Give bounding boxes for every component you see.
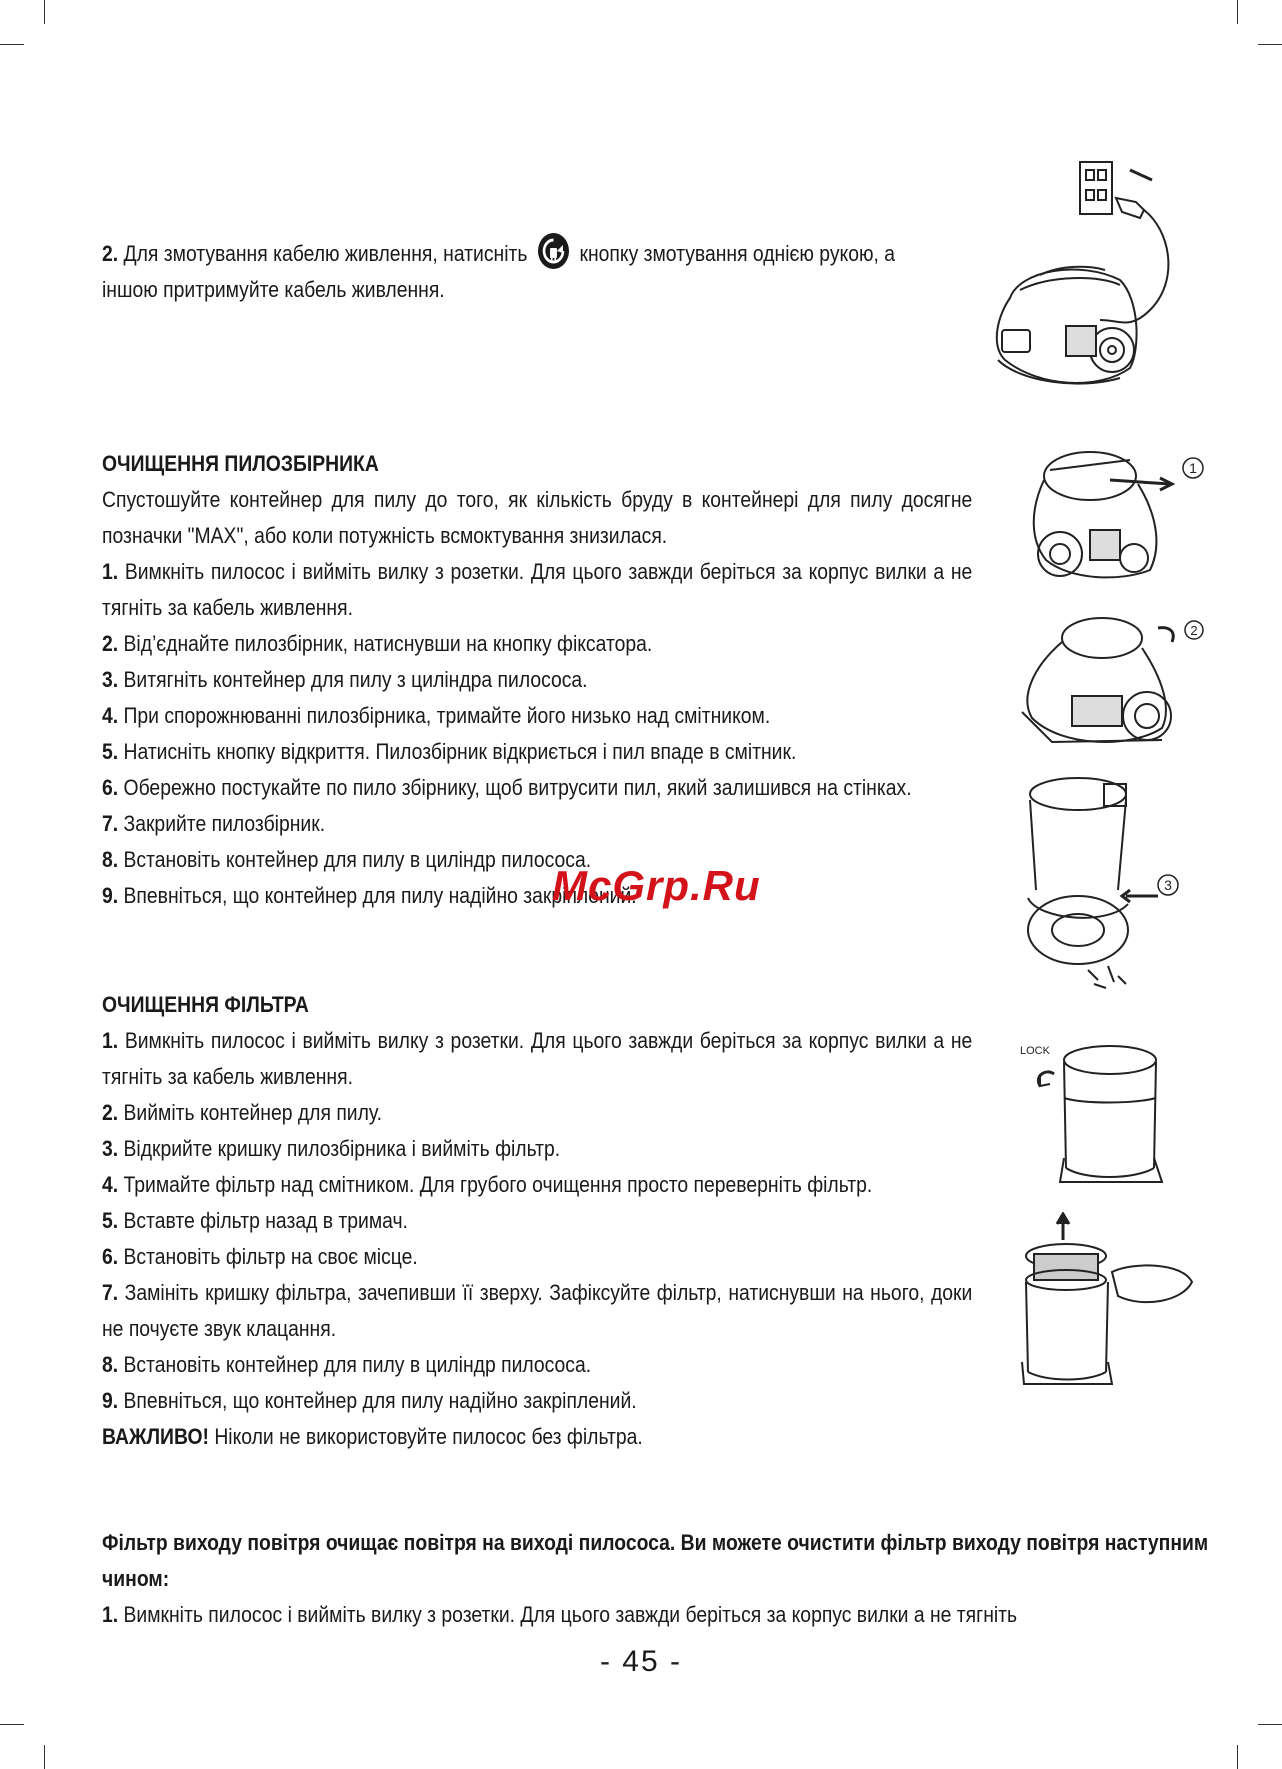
step-text: Закрийте пилозбірник.: [118, 811, 326, 836]
step-number: 7.: [102, 1280, 119, 1305]
list-item: [102, 1275, 972, 1347]
section-heading: ОЧИЩЕННЯ ФІЛЬТРА: [102, 992, 309, 1017]
crop-mark: [0, 44, 24, 45]
step-number: 9.: [102, 883, 119, 908]
figure-label-1: 1: [1189, 460, 1197, 476]
list-item: [102, 842, 972, 878]
vacuum-plug-figure: [980, 150, 1200, 410]
step-number: 1.: [102, 1602, 119, 1627]
figure-label-3: 3: [1164, 877, 1172, 893]
intro-paragraph: Спустошуйте контейнер для пилу до того, як кількість бруду в контейнері для пилу досягне позначки "MAX", або коли потужність всмоктування знизилася.: [102, 487, 973, 548]
section-heading: Фільтр виходу повітря очищає повітря на виході пилососа. Ви можете очистити фільтр виходу повітря наступним чином:: [102, 1530, 1209, 1591]
step-text: Для змотування кабелю живлення, натисніть: [118, 241, 528, 266]
list-item: [102, 662, 972, 698]
step-number: 8.: [102, 1352, 119, 1377]
cord-winding-paragraph: [102, 231, 902, 308]
step-text: кнопку змотування однією рукою, а іншою притримуйте кабель живлення.: [102, 241, 896, 302]
list-item: [102, 626, 972, 662]
crop-mark: [0, 1724, 24, 1725]
crop-mark: [44, 1745, 45, 1769]
step-number: 2.: [102, 631, 119, 656]
step-number: 5.: [102, 739, 119, 764]
figure-label-2: 2: [1190, 623, 1198, 638]
list-item: [102, 1597, 1263, 1633]
important-label: ВАЖЛИВО!: [102, 1424, 209, 1449]
crop-mark: [1258, 44, 1282, 45]
step-number: 1.: [102, 1028, 119, 1053]
list-item: [102, 1167, 972, 1203]
step-text: Встановіть контейнер для пилу в циліндр пилососа.: [118, 1352, 592, 1377]
step-text: Вимкніть пилосос і вийміть вилку з розетки. Для цього завжди беріться за корпус вилки а не тягніть за кабель живлення.: [102, 559, 973, 620]
step-number: 6.: [102, 775, 119, 800]
list-item: [102, 878, 972, 914]
list-item: [102, 1095, 972, 1131]
step-text: Вимкніть пилосос і вийміть вилку з розетки. Для цього завжди беріться за корпус вилки а не тягніть: [118, 1602, 1018, 1627]
step-number: 8.: [102, 847, 119, 872]
list-item: [102, 554, 972, 626]
list-item: [102, 1023, 972, 1095]
step-text: Замініть кришку фільтра, зачепивши її зверху. Зафіксуйте фільтр, натиснувши на нього, доки не почуєте звук клацання.: [102, 1280, 973, 1341]
empty-container-figure: [1018, 770, 1208, 1000]
list-item: [102, 1131, 972, 1167]
release-container-figure: [1012, 608, 1212, 758]
list-item: [102, 806, 972, 842]
detach-container-figure: [1010, 440, 1210, 590]
step-number: 1.: [102, 559, 119, 584]
step-text: Від’єднайте пилозбірник, натиснувши на кнопку фіксатора.: [118, 631, 653, 656]
list-item: [102, 698, 972, 734]
dust-container-section: [102, 446, 972, 914]
list-item: [102, 734, 972, 770]
step-text: Встановіть контейнер для пилу в циліндр пилососа.: [118, 847, 592, 872]
list-item: [102, 1347, 972, 1383]
exhaust-filter-section: [102, 1525, 1263, 1633]
crop-mark: [44, 0, 45, 24]
step-number: 9.: [102, 1388, 119, 1413]
important-note: [102, 1419, 972, 1455]
step-text: Обережно постукайте по пило збірнику, щоб витрусити пил, який залишився на стінках.: [118, 775, 912, 800]
step-text: Вийміть контейнер для пилу.: [118, 1100, 383, 1125]
step-text: Тримайте фільтр над смітником. Для грубого очищення просто переверніть фільтр.: [118, 1172, 873, 1197]
list-item: [102, 1383, 972, 1419]
filter-cleaning-section: [102, 987, 972, 1455]
crop-mark: [1258, 1724, 1282, 1725]
list-item: [102, 1239, 972, 1275]
step-number: 4.: [102, 703, 119, 728]
step-number: 2.: [102, 241, 119, 266]
page-number: - 45 -: [599, 1645, 683, 1678]
step-number: 3.: [102, 1136, 119, 1161]
step-number: 2.: [102, 1100, 119, 1125]
step-text: Впевніться, що контейнер для пилу надійно закріплений.: [118, 883, 637, 908]
filter-removal-figure: [1012, 1212, 1212, 1392]
step-text: Вимкніть пилосос і вийміть вилку з розетки. Для цього завжди беріться за корпус вилки а не тягніть за кабель живлення.: [102, 1028, 973, 1089]
list-item: [102, 770, 972, 806]
crop-mark: [1237, 1745, 1238, 1769]
list-item: [102, 1203, 972, 1239]
step-text: Відкрийте кришку пилозбірника і вийміть фільтр.: [118, 1136, 561, 1161]
step-text: Встановіть фільтр на своє місце.: [118, 1244, 418, 1269]
step-text: Витягніть контейнер для пилу з циліндра пилососа.: [118, 667, 588, 692]
step-number: 4.: [102, 1172, 119, 1197]
section-heading: ОЧИЩЕННЯ ПИЛОЗБІРНИКА: [102, 451, 379, 476]
step-number: 3.: [102, 667, 119, 692]
crop-mark: [1237, 0, 1238, 24]
lock-label: LOCK: [1020, 1045, 1050, 1057]
step-number: 5.: [102, 1208, 119, 1233]
step-text: Вставте фільтр назад в тримач.: [118, 1208, 408, 1233]
lock-container-figure: [1014, 1038, 1184, 1198]
step-number: 6.: [102, 1244, 119, 1269]
step-text: Натисніть кнопку відкриття. Пилозбірник відкриється і пил впаде в смітник.: [118, 739, 797, 764]
step-text: При спорожнюванні пилозбірника, тримайте його низько над смітником.: [118, 703, 771, 728]
step-number: 7.: [102, 811, 119, 836]
step-text: Впевніться, що контейнер для пилу надійно закріплений.: [118, 1388, 637, 1413]
watermark: McGrp.Ru: [552, 862, 761, 909]
cord-rewind-button-icon: [536, 231, 570, 271]
important-text: Ніколи не використовуйте пилосос без фільтра.: [208, 1424, 643, 1449]
